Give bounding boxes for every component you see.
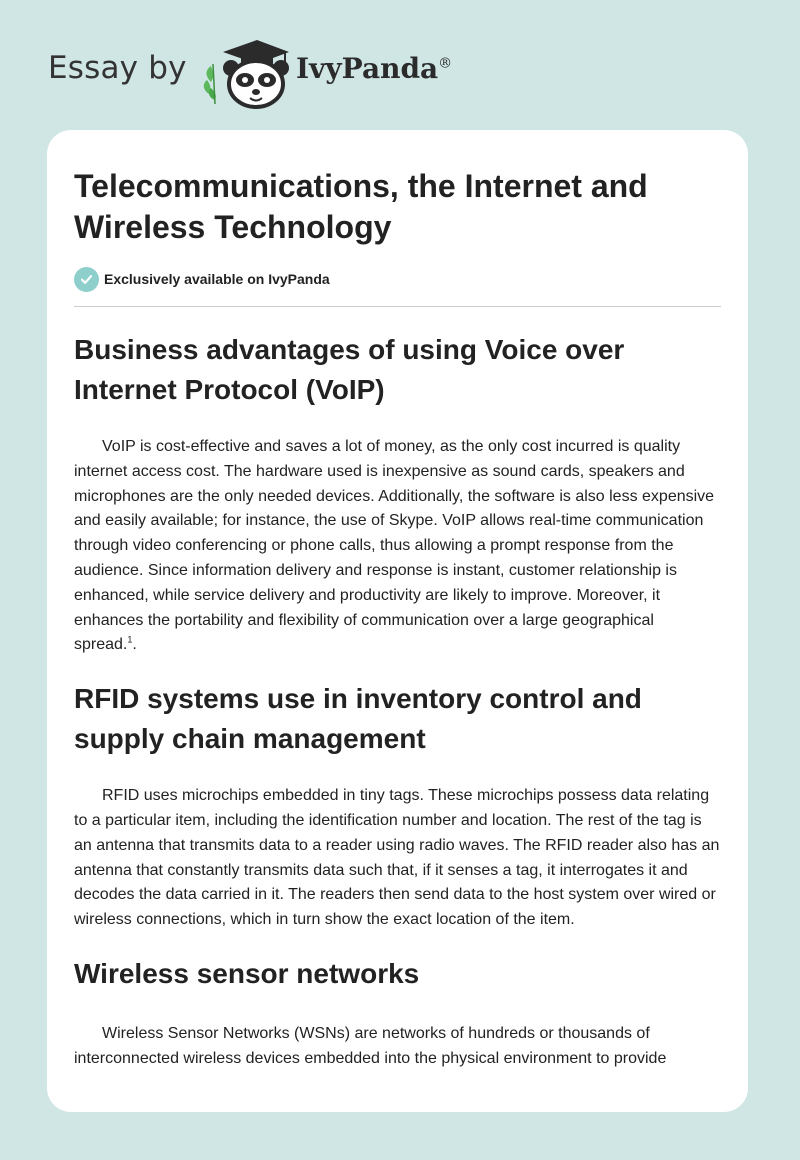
voip-paragraph-end: . bbox=[132, 636, 137, 654]
footnote-marker[interactable]: 1 bbox=[127, 635, 133, 646]
section-heading-rfid: RFID systems use in inventory control and supply chain management bbox=[74, 683, 642, 755]
badge-label: Exclusively available on IvyPanda bbox=[104, 271, 330, 287]
ivypanda-logo-icon bbox=[201, 36, 291, 110]
check-icon bbox=[74, 267, 99, 292]
brand-name bbox=[296, 52, 452, 85]
divider bbox=[74, 306, 721, 307]
voip-paragraph: VoIP is cost-effective and saves a lot of money, as the only cost incurred is quality internet access cost. The hardware used is inexpensive as sound cards, speakers and microphones are the only needed devices. Additionally, the software is also less expensive and easily available; for instance, the use of Skype. VoIP allows real-time communication through video conferencing or phone calls, thus allowing a prompt response from the audience. Since information delivery and response is instant, customer relationship is enhanced, while service delivery and productivity are likely to improve. Moreover, it enhances the portability and flexibility of communication over a large geographical spread. bbox=[74, 438, 715, 654]
section-body-wsn: Wireless Sensor Networks (WSNs) are networks of hundreds or thousands of interconnected wireless devices embedded into the physical environment to provide bbox=[74, 1024, 667, 1067]
section-body-voip bbox=[74, 435, 721, 658]
site-header bbox=[48, 34, 508, 114]
exclusive-badge bbox=[74, 266, 721, 292]
section-heading-voip: Business advantages of using Voice over Internet Protocol (VoIP) bbox=[74, 334, 625, 405]
article-title: Telecommunications, the Internet and Wireless Technology bbox=[74, 168, 648, 245]
article-card bbox=[47, 130, 748, 1112]
registered-mark: ® bbox=[438, 55, 453, 72]
essay-by-label: Essay by bbox=[48, 50, 187, 86]
section-heading-wsn: Wireless sensor networks bbox=[74, 957, 420, 989]
section-body-rfid: RFID uses microchips embedded in tiny tags. These microchips possess data relating to a particular item, including the identification number and location. The rest of the tag is an antenna that transmits data to a reader using radio waves. The RFID reader also has an antenna that constantly transmits data such that, if it senses a tag, it interrogates it and decodes the data carried in it. The readers then send data to the host system over wired or wireless connections, which in turn show the exact location of the item. bbox=[74, 787, 720, 929]
brand-label: IvyPanda bbox=[296, 52, 439, 85]
